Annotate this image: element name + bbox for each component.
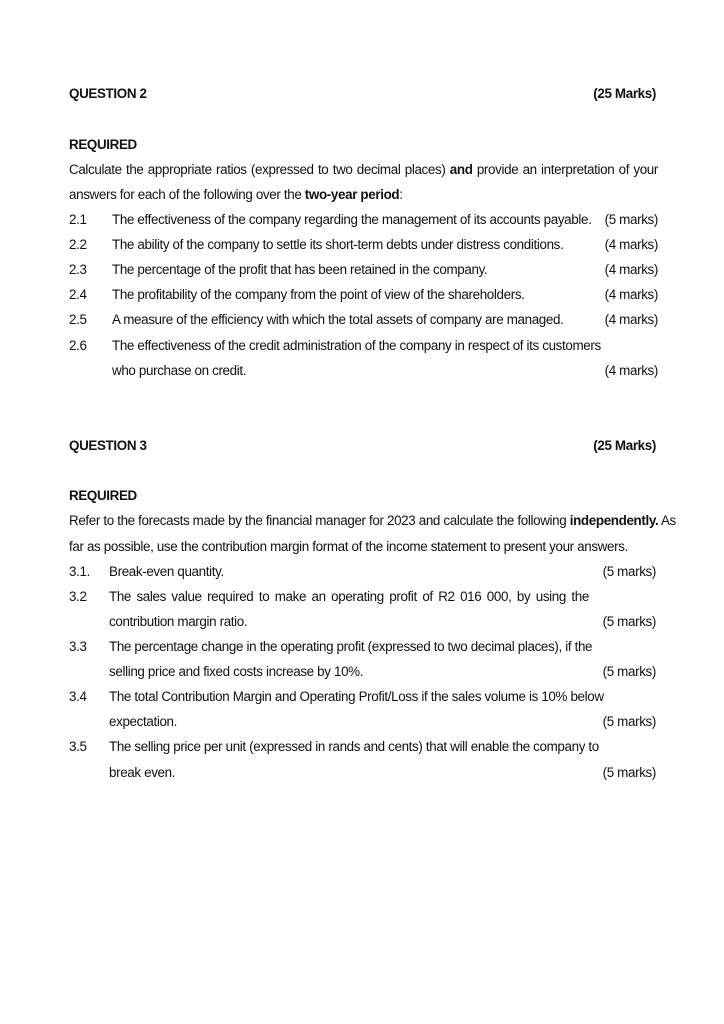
item-number: 3.1. — [69, 564, 90, 579]
question-item-continuation — [69, 763, 658, 783]
item-text-continued: contribution margin ratio. — [109, 614, 248, 629]
item-number: 2.3 — [69, 262, 87, 277]
item-number: 3.4 — [69, 689, 87, 704]
question-2-required: REQUIRED — [69, 137, 137, 152]
item-text: Break-even quantity. — [109, 564, 224, 579]
question-2-header — [69, 84, 658, 104]
item-number: 3.3 — [69, 639, 87, 654]
question-3-heading: QUESTION 3 — [69, 438, 147, 453]
item-text-continued: who purchase on credit. — [112, 363, 247, 378]
item-number: 2.6 — [69, 338, 87, 353]
item-number: 2.5 — [69, 312, 87, 327]
question-item — [69, 562, 658, 582]
item-marks: (5 marks) — [602, 664, 656, 679]
item-marks: (5 marks) — [604, 212, 658, 227]
item-text: The percentage of the profit that has been retained in the company. — [112, 262, 488, 277]
item-text: The effectiveness of the credit administration of the company in respect of its customers — [112, 338, 601, 353]
question-2-marks: (25 Marks) — [593, 86, 656, 101]
question-item-continuation — [69, 361, 658, 381]
item-marks: (4 marks) — [604, 312, 658, 327]
item-text: The selling price per unit (expressed in rands and cents) that will enable the company to — [109, 739, 599, 754]
question-2-intro-line-1 — [69, 160, 658, 180]
item-number: 3.5 — [69, 739, 87, 754]
intro-bold-and: and — [449, 162, 473, 177]
question-item — [69, 235, 658, 255]
question-3-required: REQUIRED — [69, 488, 137, 503]
question-item — [69, 285, 658, 305]
question-item — [69, 637, 658, 657]
item-text-continued: selling price and fixed costs increase by 10%. — [109, 664, 364, 679]
item-marks: (5 marks) — [602, 714, 656, 729]
item-number: 2.1 — [69, 212, 87, 227]
item-marks: (4 marks) — [604, 287, 658, 302]
intro-colon: : — [399, 187, 403, 202]
item-number: 2.4 — [69, 287, 87, 302]
question-3-intro-line-1 — [69, 511, 676, 531]
intro-bold-period: two-year period — [304, 187, 400, 202]
question-item — [69, 210, 658, 230]
item-text: A measure of the efficiency with which the total assets of company are managed. — [112, 312, 564, 327]
item-text: The percentage change in the operating profit (expressed to two decimal places), if the — [109, 639, 593, 654]
question-item-continuation — [69, 612, 658, 632]
question-item — [69, 336, 658, 356]
item-text: The profitability of the company from the point of view of the shareholders. — [112, 287, 525, 302]
item-text: The sales value required to make an operating profit of R2 016 000, by using the — [109, 589, 589, 604]
item-marks: (5 marks) — [602, 765, 656, 780]
item-text: The total Contribution Margin and Operating Profit/Loss if the sales volume is 10% below — [109, 689, 604, 704]
item-marks: (4 marks) — [604, 237, 658, 252]
question-item-continuation — [69, 662, 658, 682]
item-marks: (5 marks) — [602, 614, 656, 629]
intro-text: answers for each of the following over the — [69, 187, 302, 202]
intro-text: Refer to the forecasts made by the financial manager for 2023 and calculate the following — [69, 513, 567, 528]
item-text: The effectiveness of the company regarding the management of its accounts payable. — [112, 212, 592, 227]
question-item — [69, 687, 658, 707]
question-3-intro-line-2: far as possible, use the contribution margin format of the income statement to present your answers. — [69, 539, 628, 554]
item-text-continued: expectation. — [109, 714, 178, 729]
item-text-continued: break even. — [109, 765, 176, 780]
intro-bold-independently: independently. — [569, 513, 659, 528]
question-3-marks: (25 Marks) — [593, 438, 656, 453]
intro-text: As — [660, 513, 676, 528]
question-2-intro-line-2 — [69, 185, 658, 205]
item-text: The ability of the company to settle its short-term debts under distress conditions. — [112, 237, 564, 252]
question-item-continuation — [69, 712, 658, 732]
intro-text: provide an interpretation of your — [476, 162, 659, 177]
question-item — [69, 737, 658, 757]
question-item — [69, 260, 658, 280]
item-number: 2.2 — [69, 237, 87, 252]
question-3-header — [69, 436, 658, 456]
question-item — [69, 310, 658, 330]
question-item — [69, 587, 658, 607]
item-marks: (4 marks) — [604, 262, 658, 277]
item-marks: (5 marks) — [602, 564, 656, 579]
item-number: 3.2 — [69, 589, 87, 604]
question-2-heading: QUESTION 2 — [69, 86, 147, 101]
intro-text: Calculate the appropriate ratios (expressed to two decimal places) — [69, 162, 446, 177]
item-marks: (4 marks) — [604, 363, 658, 378]
